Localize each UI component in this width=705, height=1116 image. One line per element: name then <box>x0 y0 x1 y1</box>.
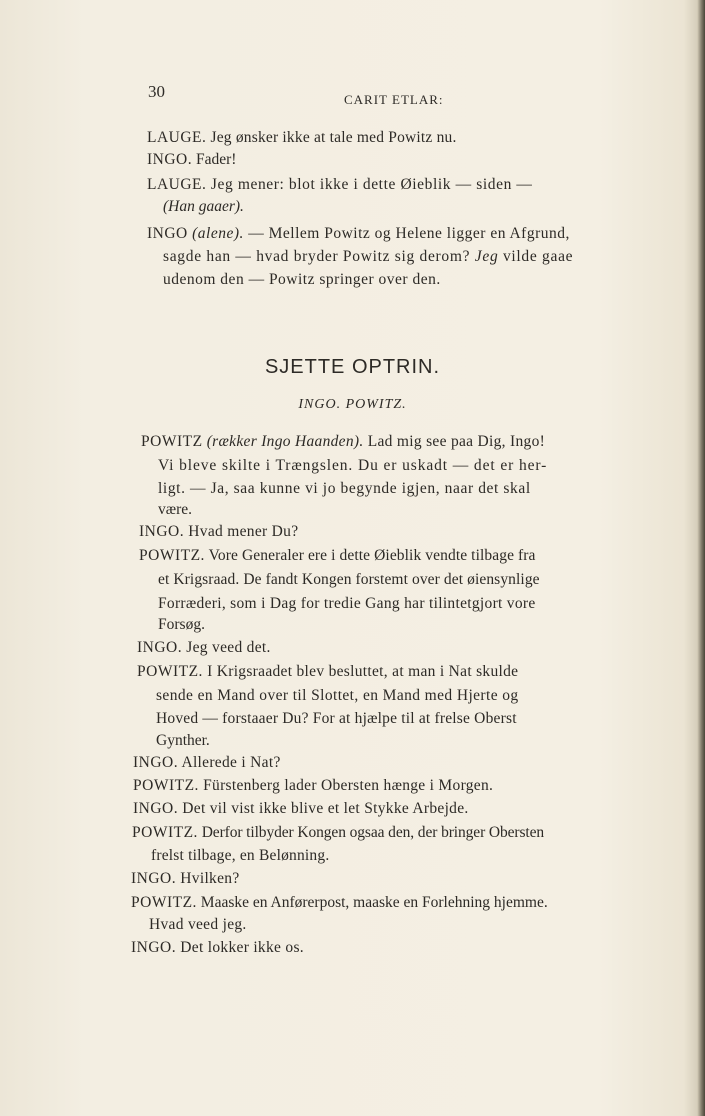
dialogue-line <box>133 799 469 819</box>
line-text: frelst tilbage, en Belønning. <box>151 847 330 864</box>
line-text: Maaske en Anførerpost, maaske en Forlehning hjemme. <box>196 894 548 911</box>
dialogue-line <box>132 823 544 843</box>
line-text: Hvilken? <box>176 870 240 887</box>
dialogue-line <box>158 594 536 614</box>
dialogue-line <box>156 709 517 729</box>
line-text: — Mellem Powitz og Helene ligger en Afgrund, <box>243 225 570 242</box>
speaker: INGO. <box>139 523 185 540</box>
dialogue-line <box>158 500 192 520</box>
line-text: sende en Mand over til Slottet, en Mand med Hjerte og <box>156 687 519 704</box>
speaker: INGO. <box>133 754 179 771</box>
dialogue-line <box>163 270 441 290</box>
dialogue-line <box>147 128 457 148</box>
page-number: 30 <box>148 82 165 101</box>
direction-text: (Han gaaer). <box>163 198 244 215</box>
line-text: Jeg mener: blot ikke i dette Øieblik — siden — <box>206 176 533 193</box>
dialogue-line <box>151 846 329 866</box>
line-text: Det vil vist ikke blive et let Stykke Arbejde. <box>178 800 469 817</box>
scene-cast: INGO. POWITZ. <box>298 397 407 412</box>
speaker: POWITZ <box>141 433 203 450</box>
speaker: LAUGE. <box>147 129 207 146</box>
speaker: INGO. <box>131 870 177 887</box>
dialogue-line <box>139 522 298 542</box>
line-text: Gynther. <box>156 732 210 749</box>
speaker: INGO <box>147 225 188 242</box>
scene-title: SJETTE OPTRIN. <box>264 356 441 378</box>
dialogue-line <box>158 615 205 635</box>
line-text: Hoved — forstaaer Du? For at hjælpe til at frelse Oberst <box>156 710 517 727</box>
line-text: Hvad veed jeg. <box>149 916 247 933</box>
speaker: INGO. <box>147 151 193 168</box>
line-text: Jeg ønsker ikke at tale med Powitz nu. <box>206 129 457 146</box>
line-text: ligt. — Ja, saa kunne vi jo begynde igjen, naar det skal <box>158 480 531 497</box>
line-text-tail: vilde gaae <box>498 248 574 265</box>
speaker: LAUGE. <box>147 176 207 193</box>
stage-direction <box>163 197 244 217</box>
speaker: POWITZ. <box>137 663 203 680</box>
dialogue-line <box>137 662 518 682</box>
dialogue-line <box>147 150 236 170</box>
dialogue-line <box>133 776 493 796</box>
line-text: I Krigsraadet blev besluttet, at man i Nat skulde <box>202 663 519 680</box>
speaker: INGO. <box>131 939 177 956</box>
speaker: POWITZ. <box>139 547 205 564</box>
dialogue-line <box>163 247 573 267</box>
dialogue-line <box>158 456 547 476</box>
line-text: Jeg veed det. <box>182 639 271 656</box>
line-text: Fürstenberg lader Obersten hænge i Morgen. <box>198 777 494 794</box>
dialogue-line <box>131 869 240 889</box>
stage-direction: (rækker Ingo Haanden). <box>202 433 364 450</box>
line-text: Vore Generaler ere i dette Øieblik vendte tilbage fra <box>204 547 536 564</box>
line-text: sagde han — hvad bryder Powitz sig derom? <box>163 248 475 265</box>
dialogue-line <box>149 915 247 935</box>
dialogue-line <box>131 938 304 958</box>
dialogue-line <box>147 224 570 244</box>
running-head: CARIT ETLAR: <box>344 92 444 107</box>
line-text: Allerede i Nat? <box>178 754 281 771</box>
dialogue-line <box>156 731 210 751</box>
speaker: INGO. <box>137 639 183 656</box>
line-text: udenom den — Powitz springer over den. <box>163 271 441 288</box>
line-text: et Krigsraad. De fandt Kongen forstemt over det øiensynlige <box>158 571 540 588</box>
dialogue-line <box>147 175 533 195</box>
stage-direction: (alene). <box>187 225 244 242</box>
line-text: Vi bleve skilte i Trængslen. Du er uskadt — det er her- <box>158 457 548 474</box>
line-text: Det lokker ikke os. <box>176 939 304 956</box>
line-text: Derfor tilbyder Kongen ogsaa den, der bringer Obersten <box>197 824 545 841</box>
dialogue-line <box>158 570 540 590</box>
dialogue-line <box>156 686 519 706</box>
line-text: Hvad mener Du? <box>184 523 299 540</box>
book-spine-edge <box>697 0 705 1116</box>
dialogue-line <box>158 479 531 499</box>
line-text: Forsøg. <box>158 616 205 633</box>
emphasis: Jeg <box>474 248 499 265</box>
speaker: POWITZ. <box>132 824 198 841</box>
dialogue-line <box>141 432 545 452</box>
speaker: POWITZ. <box>133 777 199 794</box>
dialogue-line <box>139 546 536 566</box>
line-text: Forræderi, som i Dag for tredie Gang har tilintetgjort vore <box>158 595 536 612</box>
dialogue-line <box>133 753 281 773</box>
speaker: INGO. <box>133 800 179 817</box>
line-text: Lad mig see paa Dig, Ingo! <box>363 433 546 450</box>
line-text: Fader! <box>192 151 237 168</box>
speaker: POWITZ. <box>131 894 197 911</box>
line-text: være. <box>158 501 193 518</box>
dialogue-line <box>131 893 548 913</box>
dialogue-line <box>137 638 271 658</box>
